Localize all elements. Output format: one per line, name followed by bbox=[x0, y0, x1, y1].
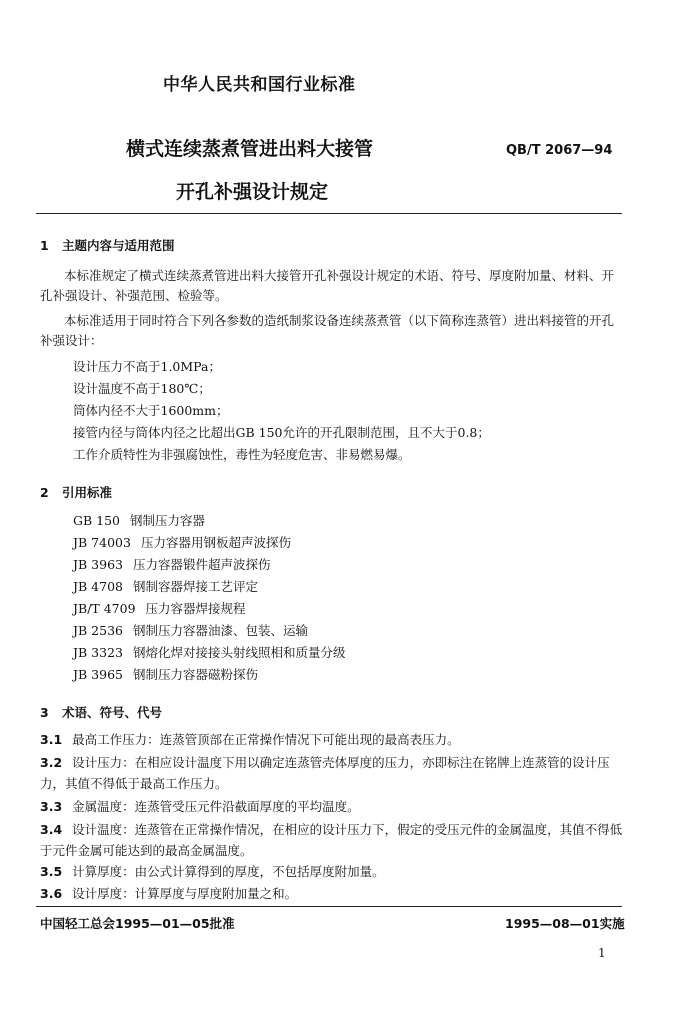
reference-item bbox=[73, 643, 346, 661]
reference-item bbox=[73, 577, 258, 595]
clause-text: 设计厚度：计算厚度与厚度附加量之和。 bbox=[72, 886, 298, 901]
reference-name: 钢制压力容器磁粉探伤 bbox=[132, 667, 258, 682]
clause-text: 计算厚度：由公式计算得到的厚度，不包括厚度附加量。 bbox=[72, 864, 385, 879]
clause bbox=[40, 796, 623, 817]
document-title-line1: 横式连续蒸煮管进出料大接管 bbox=[126, 138, 374, 160]
document-title-line2: 开孔补强设计规定 bbox=[176, 181, 329, 203]
section-number: 2 bbox=[40, 485, 49, 500]
list-item: 筒体内径不大于1600mm； bbox=[73, 403, 229, 418]
issuing-authority: 中华人民共和国行业标准 bbox=[163, 75, 356, 95]
footer-divider bbox=[36, 906, 622, 907]
reference-name: 压力容器焊接规程 bbox=[145, 601, 246, 616]
reference-code: GB 150 bbox=[73, 513, 121, 528]
reference-code: JB 4708 bbox=[73, 579, 123, 594]
list-item: 接管内径与筒体内径之比超出GB 150允许的开孔限制范围，且不大于0.8； bbox=[73, 425, 490, 440]
reference-item bbox=[73, 533, 291, 551]
effective-date: 1995—08—01实施 bbox=[505, 916, 625, 931]
clause-number: 3.4 bbox=[40, 822, 63, 837]
approval-date: 中国轻工总会1995—01—05批准 bbox=[40, 916, 235, 931]
section-1-paragraph-1: 本标准规定了横式连续蒸煮管进出料大接管开孔补强设计规定的术语、符号、厚度附加量、材料、开孔补强设计、补强范围、检验等。 bbox=[40, 268, 615, 303]
section-title: 术语、符号、代号 bbox=[62, 705, 163, 720]
reference-code: JB 74003 bbox=[73, 535, 131, 550]
reference-code: JB/T 4709 bbox=[73, 601, 136, 616]
reference-name: 钢制容器焊接工艺评定 bbox=[132, 579, 258, 594]
reference-item bbox=[73, 555, 271, 573]
clause-text: 最高工作压力：连蒸管顶部在正常操作情况下可能出现的最高表压力。 bbox=[72, 732, 460, 747]
reference-name: 钢制压力容器油漆、包装、运输 bbox=[132, 623, 308, 638]
section-2-heading bbox=[40, 483, 112, 501]
list-item: 工作介质特性为非强腐蚀性，毒性为轻度危害、非易燃易爆。 bbox=[73, 447, 411, 462]
section-3-heading bbox=[40, 703, 162, 721]
header-divider bbox=[36, 213, 622, 214]
clause bbox=[40, 752, 623, 794]
clause bbox=[40, 883, 623, 904]
clause-text: 设计压力：在相应设计温度下用以确定连蒸管壳体厚度的压力，亦即标注在铭牌上连蒸管的设计压力，其值不得低于最高工作压力。 bbox=[40, 755, 610, 791]
clause-text: 金属温度：连蒸管受压元件沿截面厚度的平均温度。 bbox=[72, 799, 360, 814]
section-number: 1 bbox=[40, 238, 49, 253]
reference-name: 钢熔化焊对接接头射线照相和质量分级 bbox=[132, 645, 346, 660]
clause bbox=[40, 861, 623, 882]
clause-number: 3.5 bbox=[40, 864, 63, 879]
reference-item bbox=[73, 665, 258, 683]
list-item: 设计压力不高于1.0MPa； bbox=[73, 359, 221, 374]
section-1-heading bbox=[40, 236, 175, 254]
clause-text: 设计温度：连蒸管在正常操作情况，在相应的设计压力下，假定的受压元件的金属温度，其值不得低于元件金属可能达到的最高金属温度。 bbox=[40, 822, 623, 858]
clause bbox=[40, 819, 623, 861]
reference-item bbox=[73, 621, 308, 639]
reference-code: JB 3963 bbox=[73, 557, 123, 572]
section-title: 主题内容与适用范围 bbox=[62, 238, 175, 253]
reference-item bbox=[73, 511, 205, 529]
clause-number: 3.2 bbox=[40, 755, 63, 770]
reference-code: JB 3323 bbox=[73, 645, 123, 660]
reference-name: 钢制压力容器 bbox=[130, 513, 206, 528]
reference-code: JB 2536 bbox=[73, 623, 123, 638]
page-number: 1 bbox=[598, 946, 606, 960]
reference-item bbox=[73, 599, 246, 617]
list-item: 设计温度不高于180℃； bbox=[73, 381, 211, 396]
reference-name: 压力容器用钢板超声波探伤 bbox=[140, 535, 291, 550]
clause bbox=[40, 729, 623, 750]
standard-code: QB/T 2067—94 bbox=[506, 143, 613, 158]
clause-number: 3.1 bbox=[40, 732, 63, 747]
section-1-paragraph-2: 本标准适用于同时符合下列各参数的造纸制浆设备连续蒸煮管（以下简称连蒸管）进出料接管的开孔补强设计： bbox=[40, 313, 615, 348]
reference-code: JB 3965 bbox=[73, 667, 123, 682]
section-title: 引用标准 bbox=[62, 485, 113, 500]
clause-number: 3.3 bbox=[40, 799, 63, 814]
section-number: 3 bbox=[40, 705, 49, 720]
clause-number: 3.6 bbox=[40, 886, 63, 901]
reference-name: 压力容器锻件超声波探伤 bbox=[132, 557, 271, 572]
